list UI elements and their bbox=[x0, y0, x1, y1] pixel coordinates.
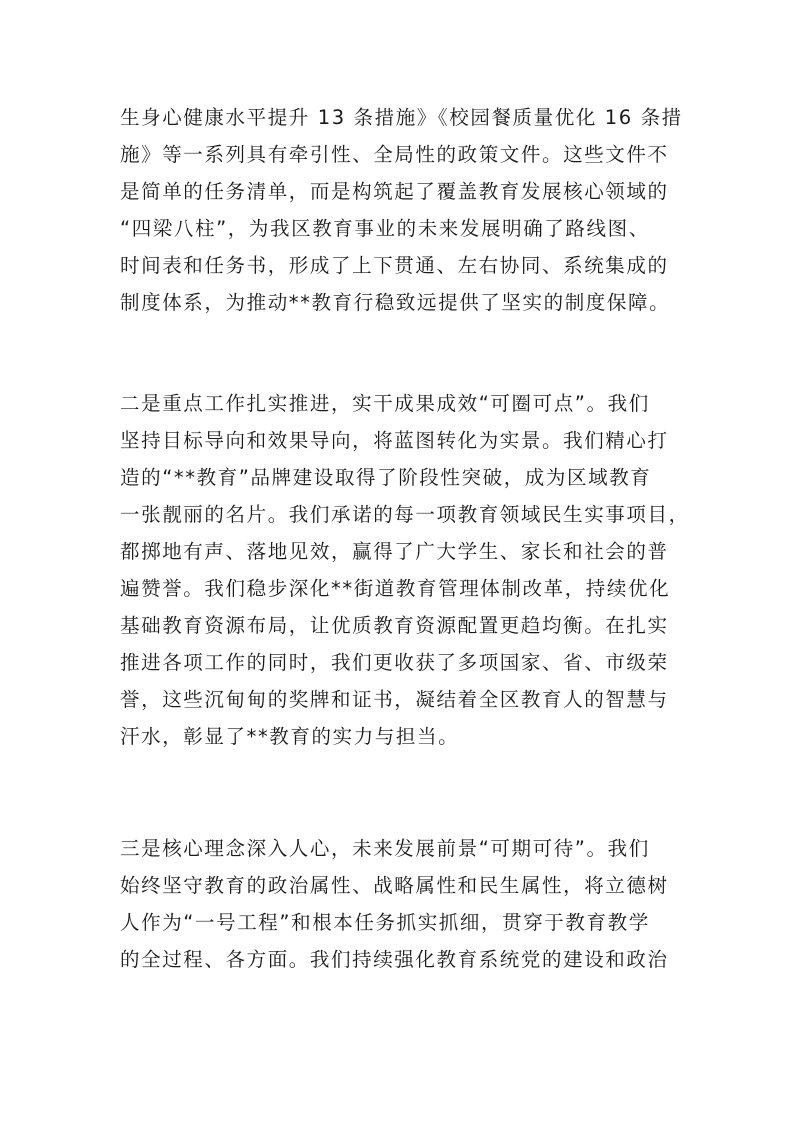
text-line: 基础教育资源布局，让优质教育资源配置更趋均衡。在扎实 bbox=[120, 614, 669, 637]
text-line: 都掷地有声、落地见效，赢得了广大学生、家长和社会的普 bbox=[120, 540, 669, 563]
text-line: 时间表和任务书，形成了上下贯通、左右协同、系统集成的 bbox=[120, 254, 669, 277]
paragraph-key-work bbox=[120, 385, 690, 755]
text-line: 三是核心理念深入人心，未来发展前景“可期可待”。我们 bbox=[120, 837, 650, 860]
text-line: 二是重点工作扎实推进，实干成果成效“可圈可点”。我们 bbox=[120, 392, 650, 415]
text-line: “四梁八柱”，为我区教育事业的未来发展明确了路线图、 bbox=[120, 217, 650, 240]
text-line: 施》等一系列具有牵引性、全局性的政策文件。这些文件不 bbox=[120, 143, 669, 166]
text-line: 推进各项工作的同时，我们更收获了多项国家、省、市级荣 bbox=[120, 651, 669, 674]
paragraph-core-concepts bbox=[120, 830, 680, 978]
text-line: 是简单的任务清单，而是构筑起了覆盖教育发展核心领域的 bbox=[120, 180, 669, 203]
text-line: 造的“**教育”品牌建设取得了阶段性突破，成为区域教育 bbox=[120, 466, 652, 489]
paragraph-policy-documents bbox=[120, 99, 683, 321]
text-line: 坚持目标导向和效果导向，将蓝图转化为实景。我们精心打 bbox=[120, 429, 669, 452]
text-line: 誉，这些沉甸甸的奖牌和证书，凝结着全区教育人的智慧与 bbox=[120, 688, 669, 711]
text-line: 生身心健康水平提升 13 条措施》《校园餐质量优化 16 条措 bbox=[120, 106, 683, 129]
text-line: 始终坚守教育的政治属性、战略属性和民生属性，将立德树 bbox=[120, 874, 669, 897]
text-line: 遍赞誉。我们稳步深化**街道教育管理体制改革，持续优化 bbox=[120, 577, 671, 600]
text-line: 一张靓丽的名片。我们承诺的每一项教育领域民生实事项目， bbox=[120, 503, 690, 526]
text-line: 汗水，彰显了**教育的实力与担当。 bbox=[120, 725, 460, 748]
text-line: 制度体系，为推动**教育行稳致远提供了坚实的制度保障。 bbox=[120, 291, 671, 314]
text-line: 人作为“一号工程”和根本任务抓实抓细，贯穿于教育教学 bbox=[120, 911, 650, 934]
text-line: 的全过程、各方面。我们持续强化教育系统党的建设和政治 bbox=[120, 948, 669, 971]
